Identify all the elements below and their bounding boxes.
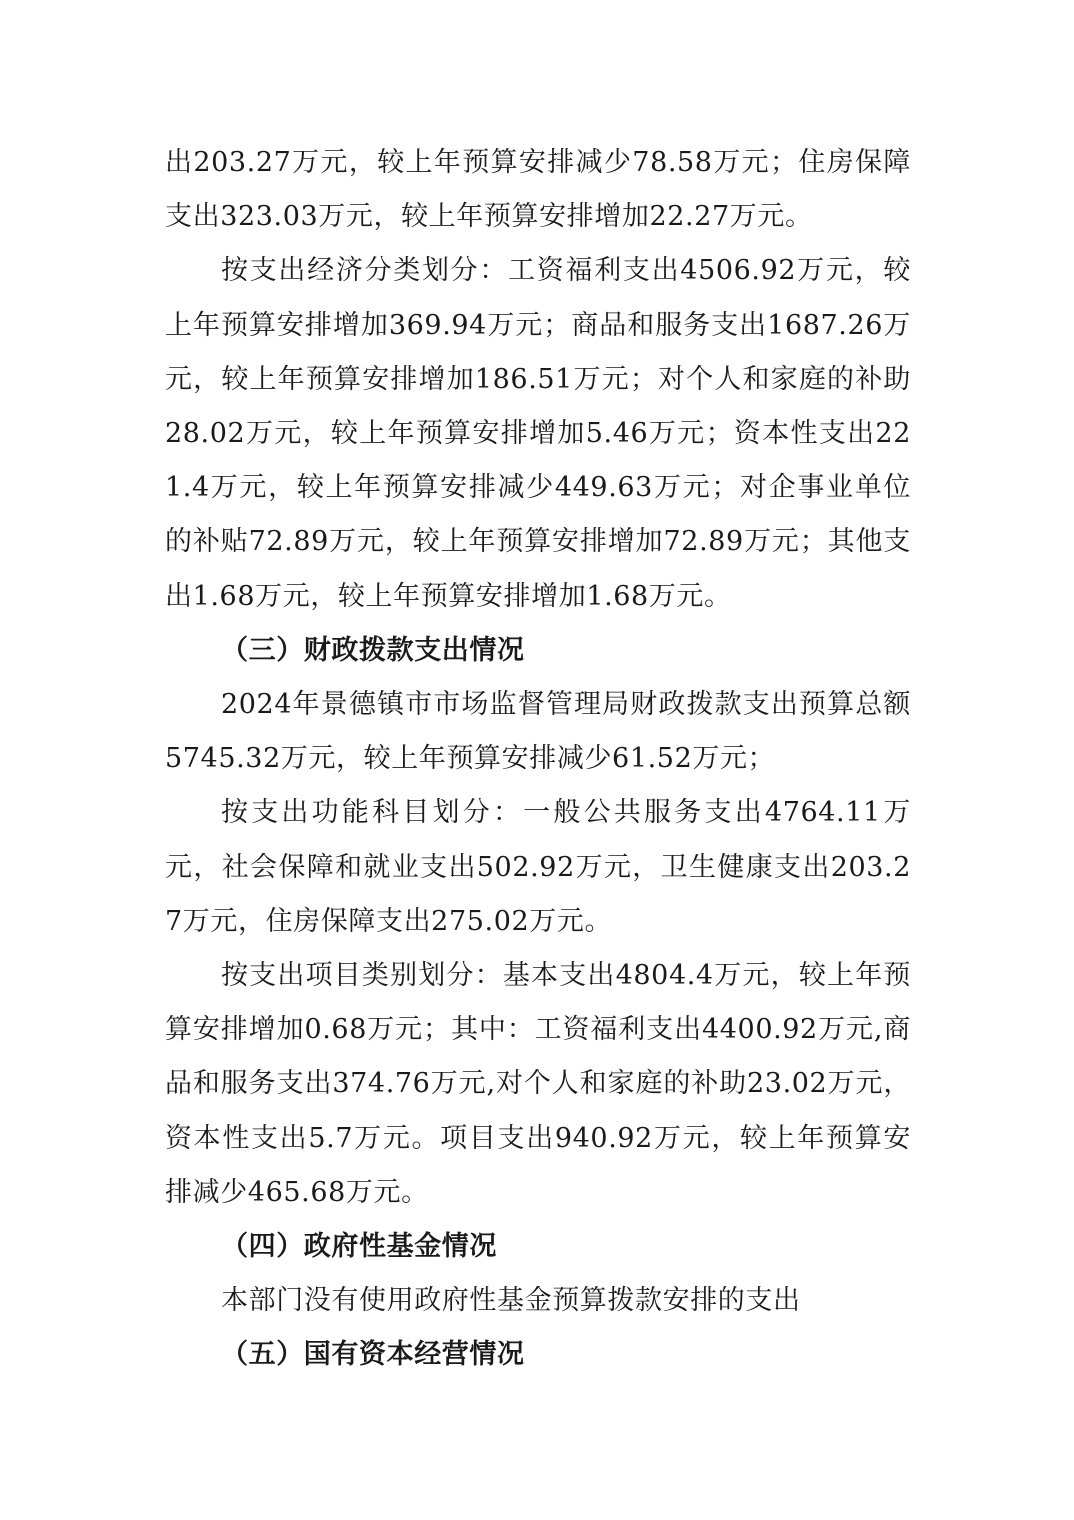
section-heading-state-capital: （五）国有资本经营情况: [221, 1339, 525, 1371]
paragraph-function-expenditure-continued: 出203.27万元，较上年预算安排减少78.58万元；住房保障支出323.03万元，较上年预算安排增加22.27万元。: [165, 147, 911, 233]
paragraph-function-classification: 按支出功能科目划分：一般公共服务支出4764.11万元，社会保障和就业支出502.92万元，卫生健康支出203.27万元，住房保障支出275.02万元。: [165, 797, 911, 937]
section-heading-fiscal-appropriation: （三）财政拨款支出情况: [221, 634, 525, 666]
paragraph-government-funds: 本部门没有使用政府性基金预算拨款安排的支出: [221, 1285, 801, 1317]
section-heading-government-funds: （四）政府性基金情况: [221, 1231, 497, 1263]
paragraph-project-classification: 按支出项目类别划分：基本支出4804.4万元，较上年预算安排增加0.68万元；其中：工资福利支出4400.92万元,商品和服务支出374.76万元,对个人和家庭的补助23.02万元，资本性支出5.7万元。项目支出940.92万元，较上年预算安排减少465.68万元。: [165, 960, 911, 1208]
paragraph-economic-classification: 按支出经济分类划分：工资福利支出4506.92万元，较上年预算安排增加369.94万元；商品和服务支出1687.26万元，较上年预算安排增加186.51万元；对个人和家庭的补助28.02万元，较上年预算安排增加5.46万元；资本性支出221.4万元，较上年预算安排减少449.63万元；对企事业单位的补贴72.89万元，较上年预算安排增加72.89万元；其他支出1.68万元，较上年预算安排增加1.68万元。: [165, 255, 911, 612]
paragraph-fiscal-total: 2024年景德镇市市场监督管理局财政拨款支出预算总额5745.32万元，较上年预算安排减少61.52万元；: [165, 689, 911, 775]
document-page: [165, 136, 911, 1383]
